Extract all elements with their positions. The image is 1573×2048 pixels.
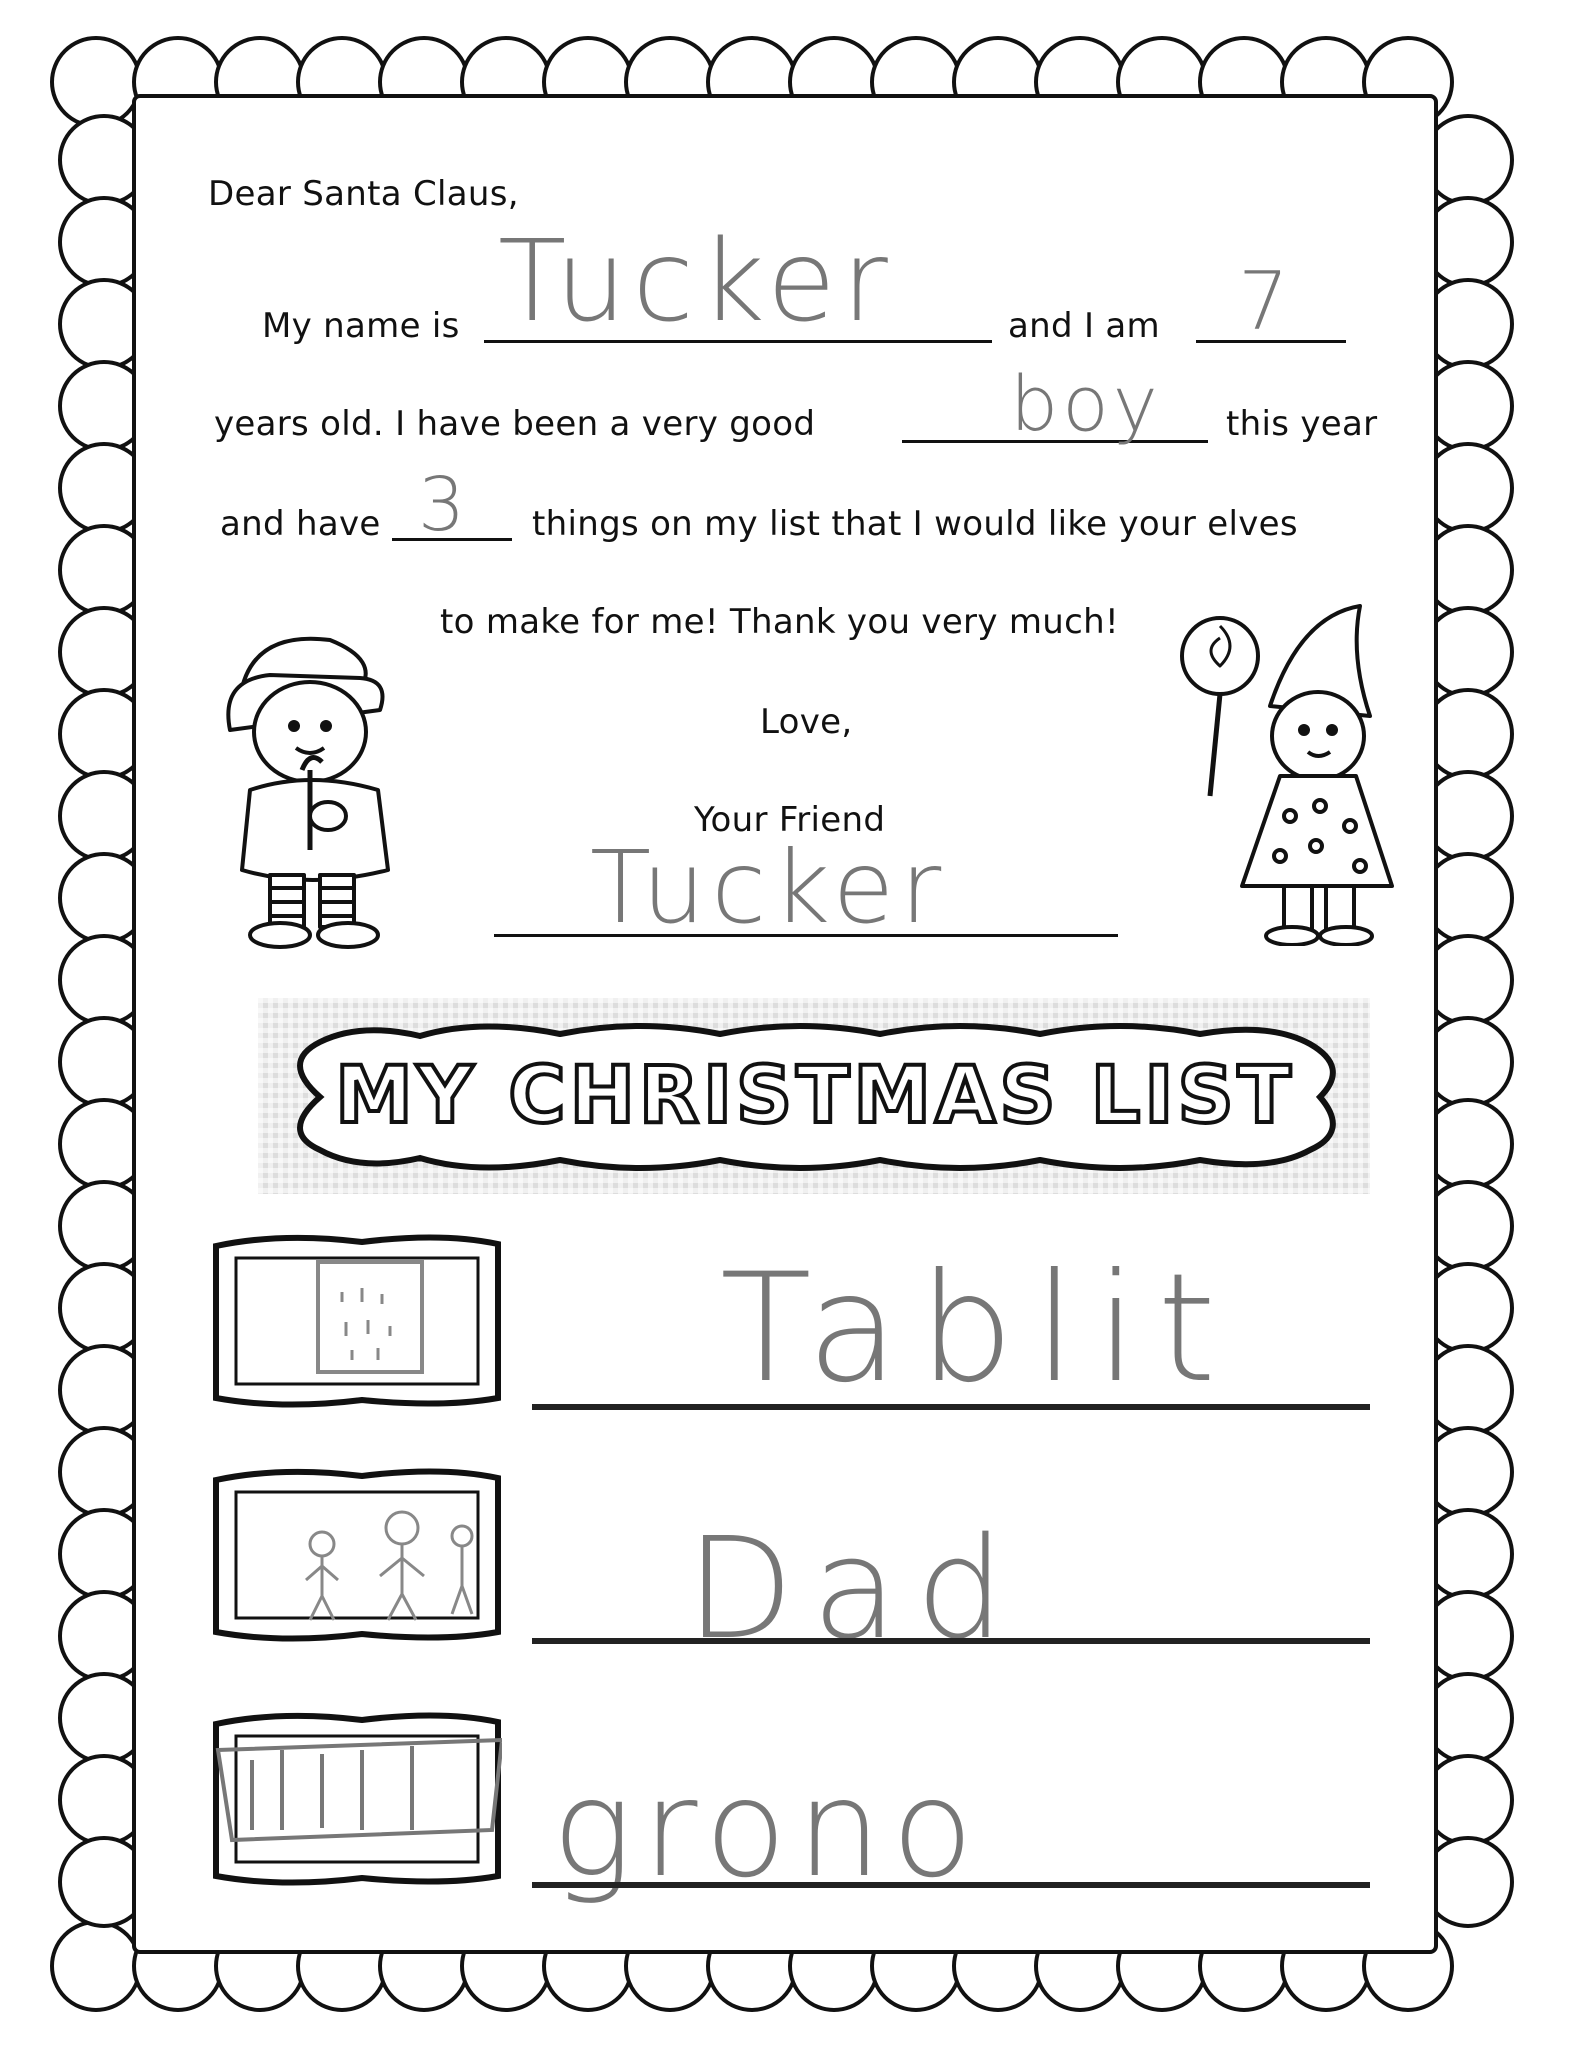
line3-text: things on my list that I would like your elves (532, 504, 1298, 544)
line2-tail: this year (1226, 404, 1378, 444)
list-item-2-line (532, 1638, 1370, 1644)
greeting: Dear Santa Claus, (208, 174, 519, 214)
list-item-3-line (532, 1882, 1370, 1888)
list-title: MY CHRISTMAS LIST (335, 1051, 1295, 1141)
handwritten-name: Tucker (498, 217, 894, 347)
line2-text: years old. I have been a very good (214, 404, 816, 444)
list-item-2-text: Dad (686, 1508, 1023, 1671)
line1-label-age: and I am (1008, 306, 1160, 346)
handwritten-gender: boy (1010, 359, 1162, 448)
signoff: Your Friend (694, 800, 886, 840)
line1-label-name: My name is (262, 306, 460, 346)
line3-label: and have (220, 504, 381, 544)
list-item-3-text: grono (552, 1751, 984, 1907)
closing: Love, (760, 702, 853, 742)
elf-boy-illustration (210, 620, 430, 950)
handwritten-signature: Tucker (590, 829, 948, 946)
handwritten-age: 7 (1238, 255, 1289, 348)
list-item-1-drawing-box (212, 1232, 502, 1410)
list-item-3-drawing-box (212, 1710, 502, 1888)
list-item-2-drawing-box (212, 1466, 502, 1644)
list-item-1-text: Tablit (720, 1242, 1237, 1416)
handwritten-count: 3 (418, 462, 466, 548)
list-item-1-line (532, 1404, 1370, 1410)
line4-text: to make for me! Thank you very much! (440, 602, 1119, 642)
elf-girl-illustration (1180, 596, 1420, 946)
list-title-cloud (280, 1022, 1350, 1172)
